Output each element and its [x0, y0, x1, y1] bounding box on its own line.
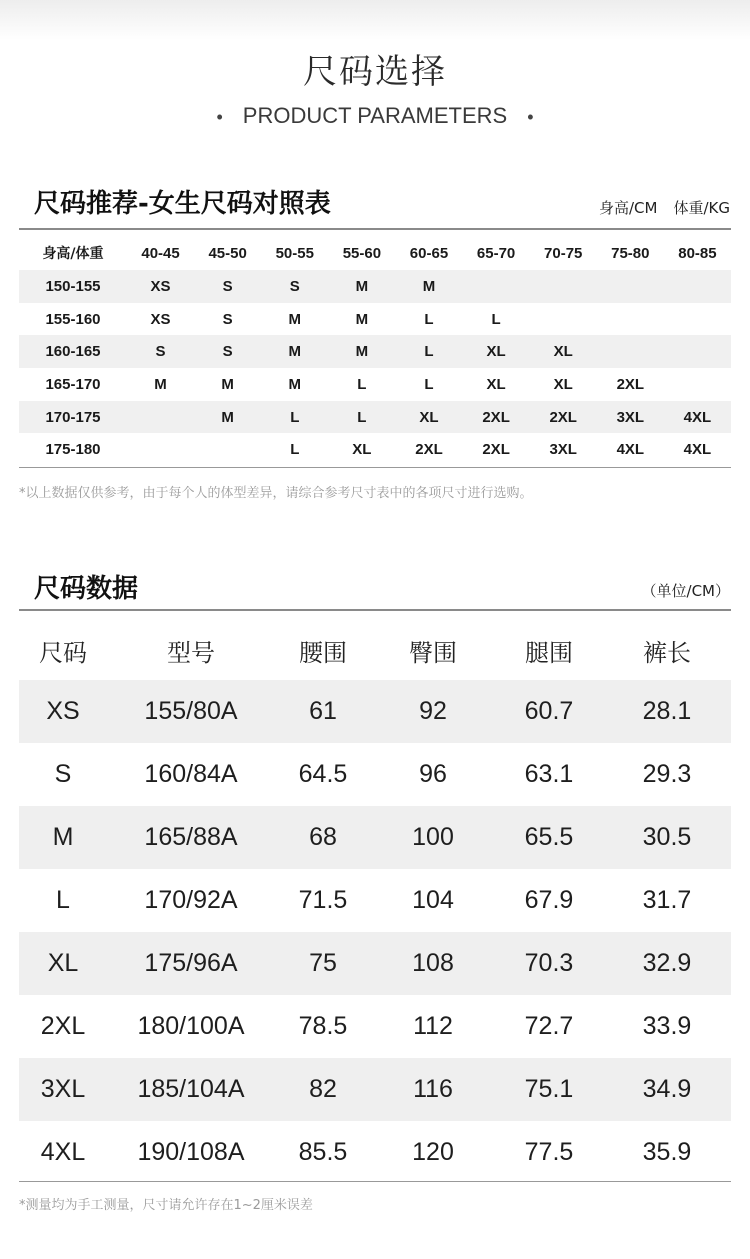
table-row — [19, 270, 731, 303]
table-row — [19, 932, 731, 995]
column-header: 型号 — [167, 638, 215, 667]
table-cell: 112 — [413, 1012, 453, 1040]
table-cell — [530, 303, 597, 336]
table-row — [19, 1058, 731, 1121]
table-cell — [664, 368, 731, 401]
table-cell: XS — [127, 270, 194, 303]
table-row — [19, 368, 731, 401]
table-bottom-rule — [19, 1181, 731, 1182]
page-subtitle — [0, 103, 750, 129]
table-row — [19, 433, 731, 466]
table-row — [19, 680, 731, 743]
page-title: 尺码选择 — [303, 52, 447, 92]
table-cell: L — [491, 310, 501, 328]
table-cell: 60.7 — [495, 680, 603, 743]
table-cell: XL — [486, 375, 506, 393]
table-cell: 78.5 — [298, 1012, 348, 1040]
table-cell: 2XL — [40, 1012, 86, 1040]
table-cell: 108 — [371, 932, 495, 995]
table-cell: L — [424, 375, 434, 393]
table-cell: M — [328, 335, 395, 368]
table-cell: 3XL — [549, 441, 577, 459]
table-cell: 75 — [275, 932, 371, 995]
table-cell — [664, 303, 731, 336]
column-header: 80-85 — [678, 244, 717, 262]
table-cell: XL — [352, 441, 372, 459]
table-cell: 190/108A — [137, 1138, 245, 1166]
table-cell: 61 — [275, 680, 371, 743]
table-row — [19, 995, 731, 1058]
table-cell: M — [395, 270, 462, 303]
table-cell: XL — [19, 932, 107, 995]
column-header: 55-60 — [342, 244, 382, 262]
table-cell: M — [154, 375, 167, 393]
top-shade — [0, 0, 750, 40]
recommendation-title: 尺码推荐-女生尺码对照表 — [34, 189, 331, 219]
table-cell: 2XL — [482, 441, 510, 459]
table-cell — [664, 335, 731, 368]
table-row — [19, 806, 731, 869]
table-cell: 34.9 — [603, 1058, 731, 1121]
table-cell — [597, 270, 664, 303]
table-cell: 4XL — [664, 401, 731, 434]
table-row — [19, 401, 731, 434]
table-cell: M — [288, 310, 302, 328]
table-cell: 29.3 — [642, 760, 692, 788]
table-cell: 160-165 — [19, 335, 127, 368]
table-cell: S — [222, 310, 233, 328]
table-cell: 170/92A — [144, 886, 238, 914]
size-data-title: 尺码数据 — [34, 574, 139, 604]
table-cell: 2XL — [463, 401, 530, 434]
table-cell: XS — [19, 680, 107, 743]
table-cell: S — [194, 335, 261, 368]
column-header: 65-70 — [476, 244, 516, 262]
size-data-unit: （单位/CM） — [641, 582, 730, 600]
table-cell: XL — [553, 375, 573, 393]
table-cell: 2XL — [616, 375, 645, 393]
table-cell: M — [261, 335, 328, 368]
table-row — [19, 303, 731, 336]
table-bottom-rule — [19, 467, 731, 468]
table-cell: 4XL — [40, 1138, 86, 1166]
table-cell: L — [395, 335, 462, 368]
recommendation-units — [599, 197, 730, 218]
column-header: 70-75 — [544, 244, 583, 262]
table-cell: L — [56, 886, 70, 914]
weight-unit: 体重/KG — [673, 199, 730, 217]
table-cell: XS — [150, 310, 171, 328]
size-recommendation-table — [19, 236, 731, 466]
column-header: 臀围 — [409, 638, 457, 667]
column-header: 腰围 — [299, 638, 347, 667]
table-cell: 85.5 — [298, 1138, 348, 1166]
table-cell: 4XL — [683, 441, 712, 459]
column-header: 60-65 — [409, 244, 449, 262]
table-cell: M — [328, 270, 395, 303]
table-cell: M — [221, 375, 234, 393]
size-data-table — [19, 620, 731, 1184]
table-cell: 65.5 — [495, 806, 603, 869]
section-divider — [19, 228, 731, 230]
table-cell: 28.1 — [603, 680, 731, 743]
table-cell: 165-170 — [45, 375, 101, 393]
table-cell: 155-160 — [45, 310, 101, 328]
table-cell: 150-155 — [19, 270, 127, 303]
table-cell: L — [424, 310, 434, 328]
table-cell: 185/104A — [107, 1058, 275, 1121]
table-cell: 2XL — [415, 441, 443, 459]
column-header: 75-80 — [611, 244, 650, 262]
table-cell: M — [288, 375, 302, 393]
table-cell: 175-180 — [45, 441, 101, 459]
table-row — [19, 1121, 731, 1184]
table-cell: 70.3 — [495, 932, 603, 995]
column-header: 50-55 — [275, 244, 314, 262]
bullet-dot: • — [216, 107, 223, 127]
table-cell: 116 — [371, 1058, 495, 1121]
table-cell: 33.9 — [642, 1012, 692, 1040]
table-cell: S — [54, 760, 72, 788]
size-data-note: *测量均为手工测量，尺寸请允许存在1~2厘米误差 — [19, 1198, 313, 1213]
table-cell — [530, 270, 597, 303]
table-cell — [597, 335, 664, 368]
table-cell: 63.1 — [524, 760, 574, 788]
column-header: 腿围 — [525, 638, 573, 667]
table-cell: L — [290, 441, 300, 459]
table-cell: 72.7 — [524, 1012, 574, 1040]
table-cell: S — [194, 270, 261, 303]
table-cell: 71.5 — [298, 886, 348, 914]
table-cell: 170-175 — [19, 401, 127, 434]
table-cell: 104 — [412, 886, 454, 914]
table-cell: S — [261, 270, 328, 303]
table-cell — [127, 401, 194, 434]
table-cell: L — [357, 375, 367, 393]
table-header-row — [19, 236, 731, 270]
table-cell: 64.5 — [298, 760, 348, 788]
table-cell: 35.9 — [642, 1138, 692, 1166]
table-row — [19, 743, 731, 806]
table-cell: M — [19, 806, 107, 869]
table-row — [19, 869, 731, 932]
table-row — [19, 335, 731, 368]
table-cell: 32.9 — [603, 932, 731, 995]
height-unit: 身高/CM — [599, 199, 658, 217]
column-header: 裤长 — [643, 638, 691, 667]
bullet-dot: • — [527, 107, 534, 127]
table-cell: 175/96A — [107, 932, 275, 995]
table-cell: 165/88A — [107, 806, 275, 869]
table-cell: XL — [395, 401, 462, 434]
table-cell: L — [261, 401, 328, 434]
table-cell — [463, 270, 530, 303]
table-cell: 75.1 — [495, 1058, 603, 1121]
table-cell: M — [194, 401, 261, 434]
column-header: 身高/体重 — [42, 246, 104, 262]
table-cell: 120 — [412, 1138, 454, 1166]
table-cell — [597, 303, 664, 336]
table-cell: 4XL — [616, 441, 645, 459]
column-header: 40-45 — [141, 244, 180, 262]
table-cell: 30.5 — [603, 806, 731, 869]
table-cell: XL — [463, 335, 530, 368]
subtitle-text: PRODUCT PARAMETERS — [242, 103, 508, 128]
table-cell — [664, 270, 731, 303]
table-cell: XL — [530, 335, 597, 368]
table-cell: 67.9 — [524, 886, 574, 914]
table-cell: 3XL — [19, 1058, 107, 1121]
table-cell: 2XL — [530, 401, 597, 434]
table-cell: 100 — [371, 806, 495, 869]
table-cell: 3XL — [597, 401, 664, 434]
table-cell: 31.7 — [642, 886, 692, 914]
table-cell: 82 — [275, 1058, 371, 1121]
table-cell: 92 — [371, 680, 495, 743]
table-cell: M — [355, 310, 369, 328]
column-header: 45-50 — [208, 244, 247, 262]
table-cell: 180/100A — [137, 1012, 245, 1040]
table-cell: 155/80A — [107, 680, 275, 743]
section-divider — [19, 609, 731, 611]
recommendation-note: *以上数据仅供参考，由于每个人的体型差异，请综合参考尺寸表中的各项尺寸进行选购。 — [19, 486, 533, 501]
table-cell — [127, 433, 194, 466]
table-header-row — [19, 620, 731, 680]
table-cell — [194, 433, 261, 466]
table-cell: 96 — [419, 760, 447, 788]
table-cell: 160/84A — [144, 760, 238, 788]
table-cell: L — [328, 401, 395, 434]
table-cell: S — [127, 335, 194, 368]
table-cell: 68 — [275, 806, 371, 869]
table-cell: 77.5 — [524, 1138, 574, 1166]
column-header: 尺码 — [39, 638, 87, 667]
